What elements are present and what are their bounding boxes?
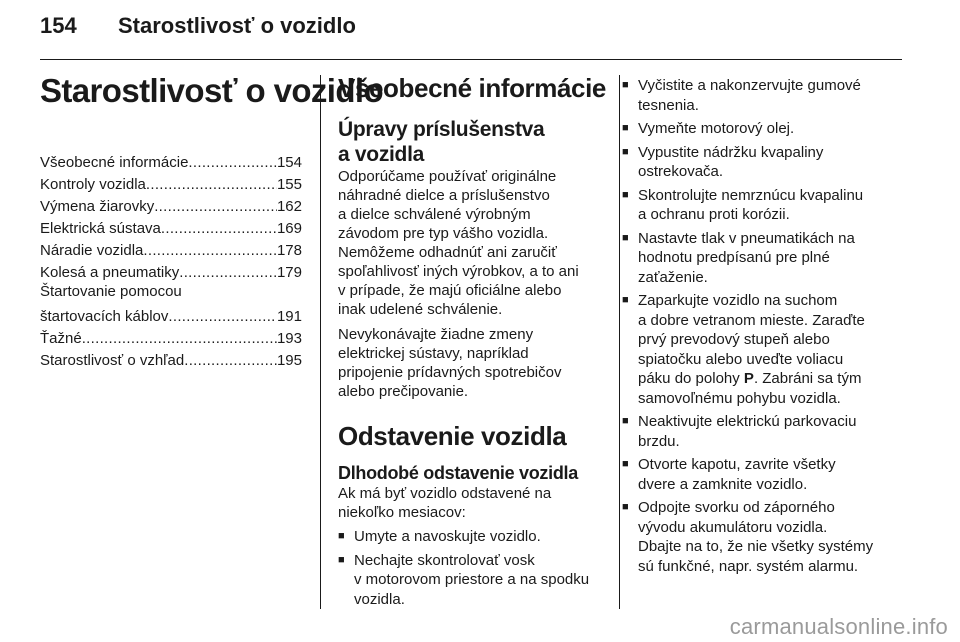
column-3 [622, 76, 904, 576]
subsection-title-long-term: Dlhodobé odstavenie vozidla [338, 463, 578, 483]
column-divider-1 [320, 75, 321, 609]
subsection-title-accessories: Úpravy príslušenstva a vozidla [338, 118, 545, 166]
column-2 [338, 72, 606, 609]
list-item: ■ Vymeňte motorový olej. [622, 120, 795, 137]
toc-entry[interactable]: Kontroly vozidla ..... 155 [40, 171, 302, 193]
bullet-marker: ■ [622, 145, 629, 158]
toc-entry[interactable]: Elektrická sústava ..... 169 [40, 215, 302, 237]
list-item: ■ Umyte a navoskujte vozidlo. [338, 528, 541, 545]
page-number: 154 [40, 13, 77, 38]
list-item: ■ Nastavte tlak v pneumatikách na hodnotu predpísanú pre plné zaťaženie. [622, 229, 855, 286]
bullet-marker: ■ [338, 553, 345, 566]
bullet-marker: ■ [622, 122, 629, 134]
paragraph-storage-intro: Ak má byť vozidlo odstavené na niekoľko mesiacov: [338, 485, 552, 521]
paragraph-accessories: Odporúčame používať originálne náhradné dielce a príslušenstvo a dielce schválené výrobným závodom pre typ vášho vozidla. Nemôžeme odhadnúť ani zaručiť spoľahlivosť iných výrobkov, a to ani v prípade, že majú oficiálne alebo inak udelené schválenie. [338, 168, 579, 318]
running-header-title: Starostlivosť o vozidlo [118, 13, 356, 38]
toc-entry[interactable]: Všeobecné informácie ..... 154 [40, 149, 302, 171]
list-item: ■ Skontrolujte nemrznúcu kvapalinu a ochranu proti korózii. [622, 186, 864, 223]
bullet-marker: ■ [622, 458, 629, 470]
toc-entry[interactable]: Ťažné ..... 193 [40, 325, 302, 347]
list-item: ■ Vyčistite a nakonzervujte gumové tesnenia. [622, 77, 861, 114]
list-item: ■ Otvorte kapotu, zavrite všetky dvere a zamknite vozidlo. [622, 456, 836, 493]
list-item: ■ Vypustite nádržku kvapaliny ostrekovača. [622, 143, 824, 180]
bullet-marker: ■ [622, 501, 629, 513]
bullet-marker: ■ [622, 294, 629, 306]
section-title-storage: Odstavenie vozidla [338, 421, 567, 451]
bullet-marker: ■ [622, 415, 629, 427]
list-item: ■ Nechajte skontrolovať vosk v motorovom priestore a na spodku vozidla. [338, 551, 590, 608]
bullet-marker: ■ [338, 530, 345, 542]
list-item: ■ Odpojte svorku od záporného vývodu akumulátoru vozidla. Dbajte na to, že nie všetky systémy sú funkčné, napr. systém alarmu. [622, 499, 874, 575]
paragraph-electrical: Nevykonávajte žiadne zmeny elektrickej sústavy, napríklad pripojenie prídavných spotrebičov alebo prečipovanie. [338, 326, 562, 400]
bullet-marker: ■ [622, 79, 629, 91]
list-item: ■ Zaparkujte vozidlo na suchom a dobre vetranom mieste. Zaraďte prvý prevodový stupeň alebo spiatočku alebo uveďte voliacu páku do polohy P. Zabráni sa tým samovoľnému pohybu vozidla. [622, 292, 865, 407]
toc-entry-line1[interactable]: Štartovanie pomocou [40, 283, 182, 300]
chapter-title: Starostlivosť o vozidlo [40, 72, 384, 109]
toc-entry[interactable]: štartovacích káblov ..... 191 [40, 303, 302, 325]
watermark: carmanualsonline.info [729, 614, 948, 639]
toc-entry[interactable]: Výmena žiarovky ..... 162 [40, 193, 302, 215]
toc-entry[interactable]: Kolesá a pneumatiky ..... 179 [40, 259, 302, 281]
toc-entry[interactable]: Náradie vozidla ..... 178 [40, 237, 302, 259]
table-of-contents [40, 149, 302, 369]
gear-position-label: P [743, 370, 754, 387]
bullet-marker: ■ [622, 231, 629, 244]
toc-entry[interactable]: Starostlivosť o vzhľad ..... 195 [40, 347, 302, 369]
column-divider-2 [619, 75, 620, 609]
bullet-marker: ■ [622, 188, 629, 201]
header-rule [40, 59, 902, 60]
list-item: ■ Neaktivujte elektrickú parkovaciu brzdu. [622, 413, 857, 450]
section-title-general: Všeobecné informácie [338, 73, 606, 103]
